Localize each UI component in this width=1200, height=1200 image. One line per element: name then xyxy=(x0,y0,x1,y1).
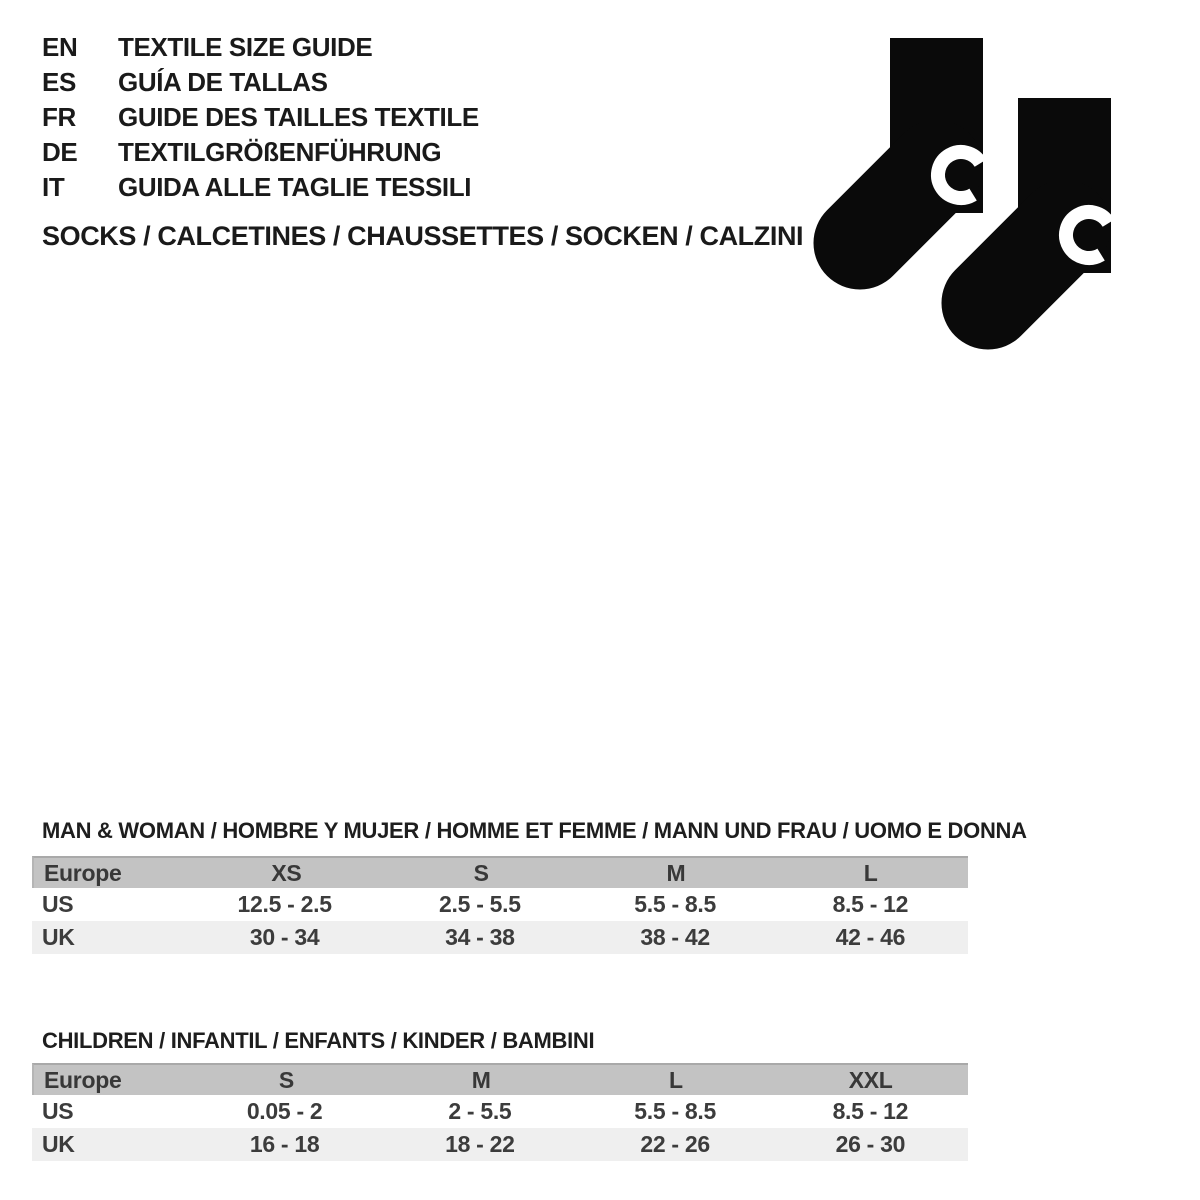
column-header-size: XXL xyxy=(848,1066,893,1093)
sock-left xyxy=(860,38,992,243)
row-label: UK xyxy=(42,924,75,950)
table-title-children: CHILDREN / INFANTIL / ENFANTS / KINDER / BAMBINI xyxy=(42,1028,595,1053)
size-value: 2 - 5.5 xyxy=(448,1098,512,1124)
language-label: GUIDE DES TAILLES TEXTILE xyxy=(118,102,479,132)
column-header-region: Europe xyxy=(44,859,122,886)
column-header-size: M xyxy=(471,1066,491,1093)
column-header-size: L xyxy=(669,1066,683,1093)
size-value: 30 - 34 xyxy=(249,924,320,950)
size-value: 34 - 38 xyxy=(445,924,515,950)
column-header-size: S xyxy=(278,1066,294,1093)
size-value: 5.5 - 8.5 xyxy=(634,891,716,917)
table-header-row xyxy=(32,856,968,888)
column-header-size: S xyxy=(473,859,489,886)
table-row-us xyxy=(32,1095,968,1128)
size-value: 5.5 - 8.5 xyxy=(634,1098,716,1124)
language-label: TEXTILE SIZE GUIDE xyxy=(118,32,373,62)
column-header-region: Europe xyxy=(44,1066,122,1093)
language-code: ES xyxy=(42,67,76,97)
language-row-es xyxy=(42,65,479,100)
language-row-it xyxy=(42,170,479,205)
table-title-man-woman: MAN & WOMAN / HOMBRE Y MUJER / HOMME ET FEMME / MANN UND FRAU / UOMO E DONNA xyxy=(42,818,1027,843)
language-row-en xyxy=(42,30,479,65)
language-label: GUÍA DE TALLAS xyxy=(118,67,328,97)
column-header-size: L xyxy=(863,859,878,886)
table-row-us xyxy=(32,888,968,921)
column-header-size: M xyxy=(666,859,686,886)
language-row-fr xyxy=(42,100,479,135)
language-guide-list xyxy=(42,30,479,205)
size-value: 8.5 - 12 xyxy=(832,891,909,917)
sock-right xyxy=(988,98,1120,303)
category-heading: SOCKS / CALCETINES / CHAUSSETTES / SOCKEN / CALZINI xyxy=(42,221,804,251)
language-label: TEXTILGRÖßENFÜHRUNG xyxy=(118,137,442,167)
size-value: 38 - 42 xyxy=(640,924,710,950)
size-value: 26 - 30 xyxy=(835,1131,906,1157)
row-label: US xyxy=(42,891,74,917)
language-code: FR xyxy=(42,102,76,132)
size-value: 18 - 22 xyxy=(445,1131,515,1157)
language-code: DE xyxy=(42,137,78,167)
size-value: 22 - 26 xyxy=(640,1131,710,1157)
size-value: 16 - 18 xyxy=(249,1131,320,1157)
table-row-uk xyxy=(32,1128,968,1161)
socks-icon xyxy=(810,30,1122,360)
size-table-man-woman xyxy=(32,856,968,954)
row-label: UK xyxy=(42,1131,75,1157)
size-value: 12.5 - 2.5 xyxy=(237,891,332,917)
language-code: EN xyxy=(42,32,78,62)
size-table-children xyxy=(32,1063,968,1161)
size-value: 8.5 - 12 xyxy=(832,1098,909,1124)
size-value: 0.05 - 2 xyxy=(246,1098,323,1124)
table-header-row xyxy=(32,1063,968,1095)
size-value: 2.5 - 5.5 xyxy=(439,891,521,917)
language-code: IT xyxy=(42,172,65,202)
column-header-size: XS xyxy=(271,859,302,886)
size-value: 42 - 46 xyxy=(835,924,906,950)
table-row-uk xyxy=(32,921,968,954)
language-label: GUIDA ALLE TAGLIE TESSILI xyxy=(118,172,472,202)
language-row-de xyxy=(42,135,479,170)
row-label: US xyxy=(42,1098,74,1124)
